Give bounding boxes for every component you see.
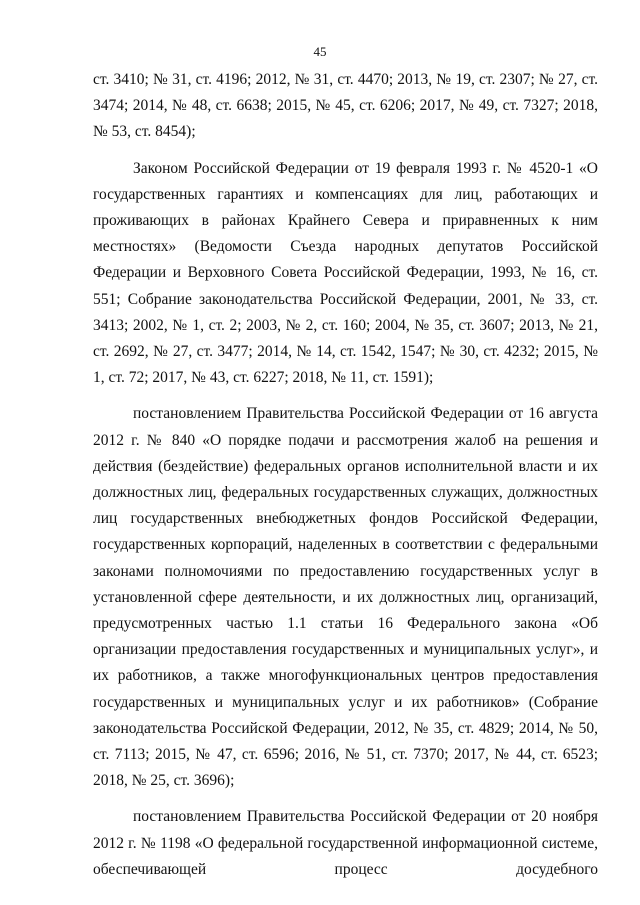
- paragraph-2: Законом Российской Федерации от 19 февраля 1993 г. № 4520-1 «О государственных гарантиях и компенсациях для лиц, работающих и проживающих в районах Крайнего Севера и приравненных к ним местностях» (Ведомости Съезда народных депутатов Российской Федерации и Верховного Совета Российской Федерации, 1993, № 16, ст. 551; Собрание законодательства Российской Федерации, 2001, № 33, ст. 3413; 2002, № 1, ст. 2; 2003, № 2, ст. 160; 2004, № 35, ст. 3607; 2013, № 21, ст. 2692, № 27, ст. 3477; 2014, № 14, ст. 1542, 1547; № 30, ст. 4232; 2015, № 1, ст. 72; 2017, № 43, ст. 6227; 2018, № 11, ст. 1591);: [93, 159, 598, 387]
- paragraph-4: постановлением Правительства Российской Федерации от 20 ноября 2012 г. № 1198 «О федеральной государственной информационной системе, обеспечивающей процесс досудебного: [93, 808, 598, 878]
- page-number: 45: [313, 44, 327, 59]
- document-body: [93, 67, 598, 883]
- paragraph-1: ст. 3410; № 31, ст. 4196; 2012, № 31, ст. 4470; 2013, № 19, ст. 2307; № 27, ст. 3474; 2014, № 48, ст. 6638; 2015, № 45, ст. 6206; 2017, № 49, ст. 7327; 2018, № 53, ст. 8454);: [93, 71, 598, 141]
- paragraph-3: постановлением Правительства Российской Федерации от 16 августа 2012 г. № 840 «О порядке подачи и рассмотрения жалоб на решения и действия (бездействие) федеральных органов исполнительной власти и их должностных лиц, федеральных государственных служащих, должностных лиц государственных внебюджетных фондов Российской Федерации, государственных корпораций, наделенных в соответствии с федеральными законами полномочиями по предоставлению государственных услуг в установленной сфере деятельности, и их должностных лиц, организаций, предусмотренных частью 1.1 статьи 16 Федерального закона «Об организации предоставления государственных и муниципальных услуг», и их работников, а также многофункциональных центров предоставления государственных и муниципальных услуг и их работников» (Собрание законодательства Российской Федерации, 2012, № 35, ст. 4829; 2014, № 50, ст. 7113; 2015, № 47, ст. 6596; 2016, № 51, ст. 7370; 2017, № 44, ст. 6523; 2018, № 25, ст. 3696);: [93, 405, 598, 790]
